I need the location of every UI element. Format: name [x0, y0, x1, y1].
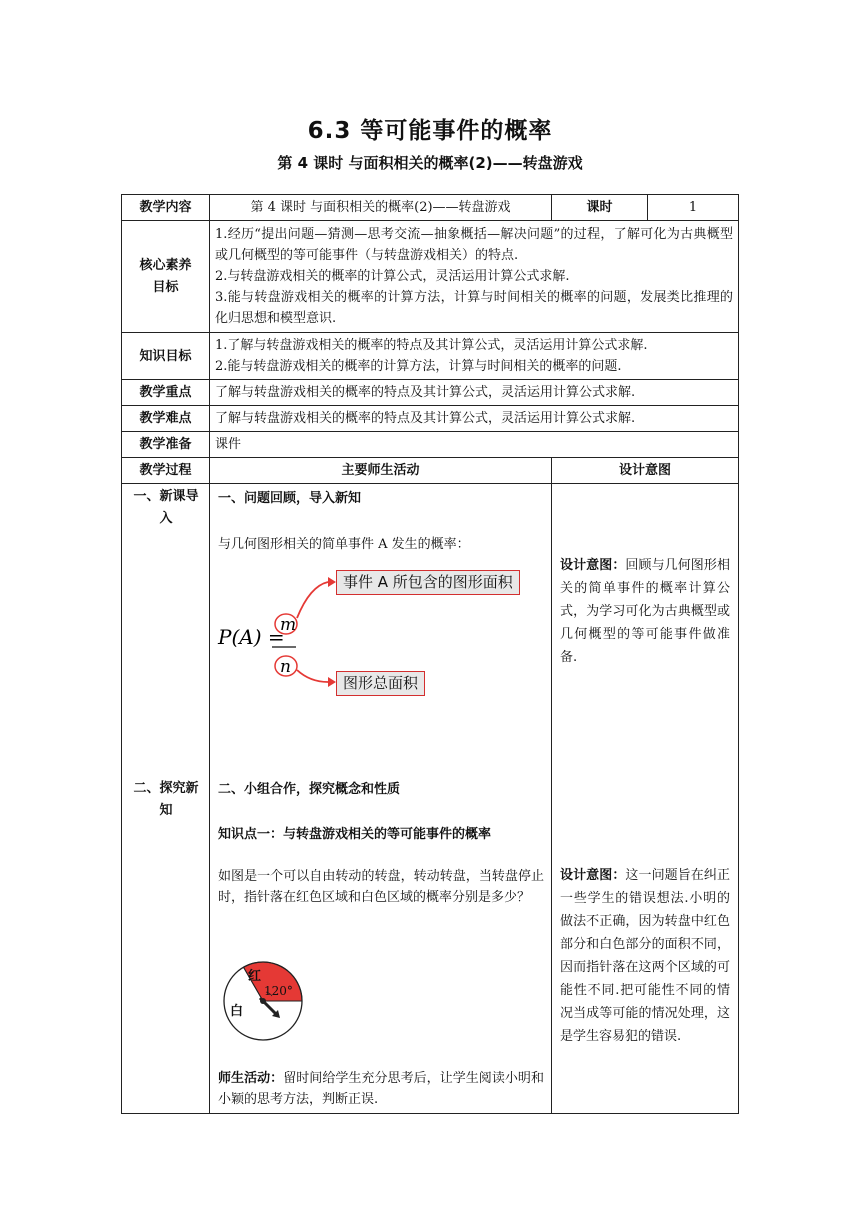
knowledge-point-1-title: 知识点一：与转盘游戏相关的等可能事件的概率 — [218, 827, 492, 842]
box-event-area: 事件 A 所包含的图形面积 — [336, 570, 520, 595]
row-difficulty — [122, 406, 739, 432]
knowledge-line-2: 2.能与转盘游戏相关的概率的计算方法，计算与时间相关的概率的问题. — [215, 359, 622, 374]
intent-2-text: 这一问题旨在纠正一些学生的错误想法.小明的做法不正确，因为转盘中红色部分和白色部分的面积不同，因而指针落在这两个区域的可能性不同.把可能性不同的情况当成等可能的情况处理，这是学生容易犯的错误. — [560, 868, 730, 1044]
stage-column — [122, 484, 210, 1114]
label-angle: 120° — [264, 984, 293, 998]
main-activities — [210, 484, 552, 1114]
label-key-point: 教学重点 — [122, 380, 210, 406]
label-core-literacy: 核心素养目标 — [122, 221, 210, 333]
teacher-student-activity — [218, 1068, 544, 1110]
label-red: 红 — [248, 969, 262, 984]
knowledge-goal-text — [210, 333, 739, 380]
intent-1-label: 设计意图： — [560, 558, 626, 573]
core-literacy-text — [210, 221, 739, 333]
row-process-body — [122, 484, 739, 1114]
row-preparation — [122, 432, 739, 458]
label-white: 白 — [230, 1004, 244, 1019]
page-title: 6.3 等可能事件的概率 — [307, 118, 553, 144]
section-1-title: 一、问题回顾，导入新知 — [218, 491, 362, 506]
formula-n: n — [280, 657, 291, 677]
row-content — [122, 195, 739, 221]
core-line-3: 3.能与转盘游戏相关的概率的计算方法，计算与时间相关的概率的问题，发展类比推理的化归思想和模型意识. — [215, 290, 733, 326]
row-key-point — [122, 380, 739, 406]
header-activities: 主要师生活动 — [210, 458, 552, 484]
core-line-2: 2.与转盘游戏相关的概率的计算公式，灵活运用计算公式求解. — [215, 269, 570, 284]
hours-value: 1 — [648, 195, 739, 221]
stage-1-label: 一、新课导入 — [133, 489, 199, 526]
activity-text: 留时间给学生充分思考后，让学生阅读小明和小颖的思考方法，判断正误. — [218, 1071, 544, 1107]
row-knowledge-goal — [122, 333, 739, 380]
spinner-diagram — [214, 952, 314, 1052]
header-intent: 设计意图 — [552, 458, 739, 484]
design-intent-column — [552, 484, 739, 1114]
stage-2-label: 二、探究新知 — [133, 781, 199, 818]
page-subtitle: 第 4 课时 与面积相关的概率(2)——转盘游戏 — [277, 154, 583, 172]
row-core-literacy — [122, 221, 739, 333]
section-2-title: 二、小组合作，探究概念和性质 — [218, 782, 401, 797]
formula-lhs: P(A) = — [218, 625, 285, 649]
header-process: 教学过程 — [122, 458, 210, 484]
knowledge-line-1: 1.了解与转盘游戏相关的概率的特点及其计算公式，灵活运用计算公式求解. — [215, 338, 648, 353]
arrow-to-bottom-box — [297, 670, 328, 682]
core-line-1: 1.经历“提出问题—猜测—思考交流—抽象概括—解决问题”的过程，了解可化为古典概型或几何概型的等可能事件（与转盘游戏相关）的特点. — [215, 227, 733, 263]
intent-1-text: 回顾与几何图形相关的简单事件的概率计算公式，为学习可化为古典概型或几何概型的等可能事件做准备. — [560, 558, 730, 665]
intent-2-label: 设计意图： — [560, 868, 626, 883]
key-point-text: 了解与转盘游戏相关的概率的特点及其计算公式，灵活运用计算公式求解. — [210, 380, 739, 406]
label-knowledge-goal: 知识目标 — [122, 333, 210, 380]
label-hours: 课时 — [552, 195, 648, 221]
formula-m: m — [280, 615, 297, 635]
design-intent-2 — [560, 864, 730, 1048]
preparation-text: 课件 — [210, 432, 739, 458]
knowledge-point-1-text: 如图是一个可以自由转动的转盘，转动转盘，当转盘停止时，指针落在红色区域和白色区域的概率分别是多少？ — [218, 869, 544, 905]
lesson-plan-table — [121, 194, 739, 1114]
arrow-to-top-box — [297, 582, 328, 618]
row-process-header — [122, 458, 739, 484]
label-preparation: 教学准备 — [122, 432, 210, 458]
difficulty-text: 了解与转盘游戏相关的概率的特点及其计算公式，灵活运用计算公式求解. — [210, 406, 739, 432]
design-intent-1 — [560, 554, 730, 669]
activity-label: 师生活动： — [218, 1071, 284, 1086]
label-difficulty: 教学难点 — [122, 406, 210, 432]
section-1-text: 与几何图形相关的简单事件 A 发生的概率： — [218, 537, 470, 552]
box-total-area: 图形总面积 — [336, 671, 425, 696]
content-value: 第 4 课时 与面积相关的概率(2)——转盘游戏 — [210, 195, 552, 221]
label-content: 教学内容 — [122, 195, 210, 221]
